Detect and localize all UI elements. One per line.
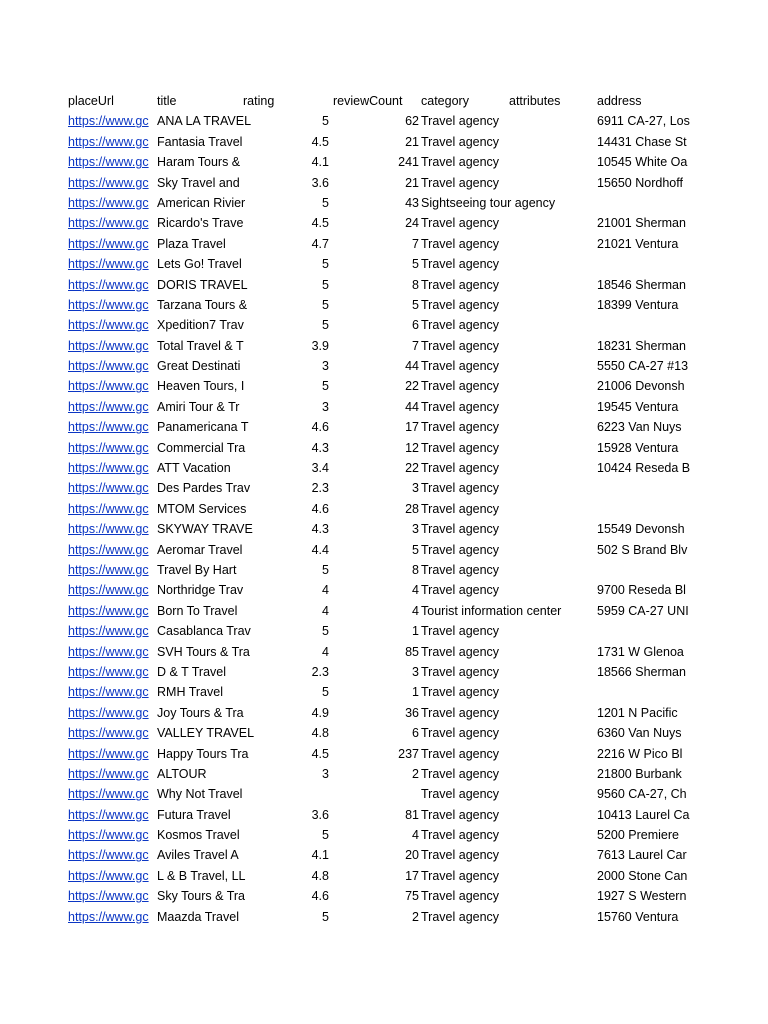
address-cell[interactable]: 1201 N Pacific xyxy=(597,705,678,720)
title-cell[interactable]: Why Not Travel xyxy=(157,787,243,802)
review-count-cell[interactable]: 7 xyxy=(412,236,419,251)
address-cell[interactable]: 9700 Reseda Bl xyxy=(597,583,686,598)
title-cell[interactable]: Commercial Tra xyxy=(157,440,246,455)
review-count-cell[interactable]: 237 xyxy=(398,746,419,761)
title-cell[interactable]: Plaza Travel xyxy=(157,236,226,251)
address-cell[interactable]: 7613 Laurel Car xyxy=(597,848,687,863)
address-cell[interactable] xyxy=(597,315,685,335)
table-row xyxy=(0,356,768,376)
category-cell[interactable]: Travel agency xyxy=(421,746,500,761)
title-cell[interactable]: Joy Tours & Tra xyxy=(157,705,244,720)
rating-cell[interactable]: 5 xyxy=(322,277,329,292)
rating-cell[interactable]: 4.4 xyxy=(311,542,329,557)
rating-cell[interactable]: 4.8 xyxy=(311,726,329,741)
rating-cell[interactable]: 3.9 xyxy=(311,338,329,353)
review-count-cell[interactable]: 17 xyxy=(405,420,419,435)
address-cell[interactable]: 10424 Reseda B xyxy=(597,461,691,476)
table-row xyxy=(0,132,768,152)
category-cell[interactable]: Travel agency xyxy=(421,562,500,577)
place-url-link[interactable]: https://www.gc xyxy=(68,705,149,720)
rating-cell[interactable]: 4 xyxy=(322,644,329,659)
place-url-link[interactable]: https://www.gc xyxy=(68,461,149,476)
category-cell[interactable]: Travel agency xyxy=(421,787,500,802)
rating-cell[interactable]: 3.6 xyxy=(311,807,329,822)
rating-cell[interactable]: 5 xyxy=(322,195,329,210)
address-cell[interactable]: 6911 CA-27, Los xyxy=(597,114,690,129)
review-count-cell[interactable]: 21 xyxy=(405,175,419,190)
rating-cell[interactable]: 5 xyxy=(322,318,329,333)
title-cell[interactable]: Des Pardes Trav xyxy=(157,481,251,496)
rating-cell[interactable]: 4.6 xyxy=(311,889,329,904)
title-cell[interactable]: Lets Go! Travel xyxy=(157,257,242,272)
table-row xyxy=(0,764,768,784)
address-cell[interactable]: 21800 Burbank xyxy=(597,766,682,781)
category-cell[interactable]: Travel agency xyxy=(421,685,500,700)
table-row xyxy=(0,682,768,702)
review-count-cell[interactable]: 75 xyxy=(405,889,419,904)
category-cell[interactable]: Travel agency xyxy=(421,481,500,496)
address-cell[interactable]: 10545 White Oa xyxy=(597,155,688,170)
category-cell[interactable]: Travel agency xyxy=(421,542,500,557)
table-row xyxy=(0,499,768,519)
address-cell[interactable]: 502 S Brand Blv xyxy=(597,542,688,557)
rating-cell[interactable]: 4.1 xyxy=(311,155,329,170)
table-row xyxy=(0,784,768,804)
address-cell[interactable]: 9560 CA-27, Ch xyxy=(597,787,687,802)
review-count-cell[interactable]: 20 xyxy=(405,848,419,863)
address-cell[interactable]: 15650 Nordhoff xyxy=(597,175,683,190)
rating-cell[interactable]: 4.5 xyxy=(311,746,329,761)
rating-cell[interactable]: 2.3 xyxy=(311,664,329,679)
table-row xyxy=(0,111,768,131)
review-count-cell[interactable]: 6 xyxy=(412,726,419,741)
title-cell[interactable]: Tarzana Tours & xyxy=(157,297,248,312)
place-url-link[interactable]: https://www.gc xyxy=(68,562,149,577)
place-url-link[interactable]: https://www.gc xyxy=(68,195,149,210)
table-row xyxy=(0,213,768,233)
address-cell[interactable] xyxy=(597,254,685,274)
place-url-link[interactable]: https://www.gc xyxy=(68,379,149,394)
table-row xyxy=(0,254,768,274)
review-count-cell[interactable]: 24 xyxy=(405,216,419,231)
header-category[interactable]: category xyxy=(421,94,469,108)
rating-cell[interactable]: 4.3 xyxy=(311,522,329,537)
title-cell[interactable]: Amiri Tour & Tr xyxy=(157,399,240,414)
title-cell[interactable]: Fantasia Travel xyxy=(157,134,243,149)
table-row xyxy=(0,173,768,193)
table-row xyxy=(0,662,768,682)
place-url-link[interactable]: https://www.gc xyxy=(68,909,149,924)
address-cell[interactable]: 18566 Sherman xyxy=(597,664,686,679)
address-cell[interactable]: 21021 Ventura xyxy=(597,236,679,251)
table-row xyxy=(0,417,768,437)
category-cell[interactable]: Travel agency xyxy=(421,501,500,516)
title-cell[interactable]: Aeromar Travel xyxy=(157,542,243,557)
place-url-link[interactable]: https://www.gc xyxy=(68,746,149,761)
title-cell[interactable]: Futura Travel xyxy=(157,807,231,822)
review-count-cell[interactable]: 22 xyxy=(405,461,419,476)
title-cell[interactable]: SVH Tours & Tra xyxy=(157,644,250,659)
table-row xyxy=(0,601,768,621)
place-url-link[interactable]: https://www.gc xyxy=(68,501,149,516)
review-count-cell[interactable]: 12 xyxy=(405,440,419,455)
address-cell[interactable] xyxy=(597,193,685,213)
category-cell[interactable]: Travel agency xyxy=(421,277,500,292)
category-cell[interactable]: Travel agency xyxy=(421,828,500,843)
category-cell[interactable]: Sightseeing tour agency xyxy=(421,195,556,210)
place-url-link[interactable]: https://www.gc xyxy=(68,664,149,679)
table-row xyxy=(0,315,768,335)
table-row xyxy=(0,560,768,580)
table-row xyxy=(0,580,768,600)
title-cell[interactable]: American Rivier xyxy=(157,195,246,210)
category-cell[interactable]: Tourist information center xyxy=(421,603,562,618)
table-row xyxy=(0,866,768,886)
title-cell[interactable]: Kosmos Travel xyxy=(157,828,240,843)
review-count-cell[interactable]: 5 xyxy=(412,542,419,557)
table-row xyxy=(0,438,768,458)
place-url-link[interactable]: https://www.gc xyxy=(68,766,149,781)
rating-cell[interactable]: 4 xyxy=(322,603,329,618)
header-row xyxy=(0,91,768,111)
title-cell[interactable]: RMH Travel xyxy=(157,685,223,700)
rating-cell[interactable]: 4.5 xyxy=(311,216,329,231)
table-row xyxy=(0,621,768,641)
address-cell[interactable] xyxy=(597,499,685,519)
address-cell[interactable]: 18546 Sherman xyxy=(597,277,686,292)
address-cell[interactable]: 15760 Ventura xyxy=(597,909,679,924)
place-url-link[interactable]: https://www.gc xyxy=(68,868,149,883)
title-cell[interactable]: Heaven Tours, I xyxy=(157,379,245,394)
place-url-link[interactable]: https://www.gc xyxy=(68,297,149,312)
address-cell[interactable]: 5550 CA-27 #13 xyxy=(597,359,689,374)
category-cell[interactable]: Travel agency xyxy=(421,216,500,231)
table-row xyxy=(0,805,768,825)
title-cell[interactable]: Aviles Travel A xyxy=(157,848,239,863)
review-count-cell[interactable]: 22 xyxy=(405,379,419,394)
review-count-cell[interactable]: 4 xyxy=(412,828,419,843)
title-cell[interactable]: Total Travel & T xyxy=(157,338,244,353)
title-cell[interactable]: DORIS TRAVEL xyxy=(157,277,248,292)
category-cell[interactable]: Travel agency xyxy=(421,297,500,312)
address-cell[interactable] xyxy=(597,560,685,580)
review-count-cell[interactable]: 2 xyxy=(412,909,419,924)
place-url-link[interactable]: https://www.gc xyxy=(68,420,149,435)
rating-cell[interactable]: 4.6 xyxy=(311,420,329,435)
rating-cell[interactable]: 4 xyxy=(322,583,329,598)
category-cell[interactable]: Travel agency xyxy=(421,318,500,333)
category-cell[interactable]: Travel agency xyxy=(421,461,500,476)
rating-cell[interactable]: 4.1 xyxy=(311,848,329,863)
category-cell[interactable]: Travel agency xyxy=(421,420,500,435)
rating-cell[interactable]: 5 xyxy=(322,685,329,700)
table-row xyxy=(0,376,768,396)
address-cell[interactable] xyxy=(597,478,685,498)
rating-cell[interactable]: 3 xyxy=(322,359,329,374)
category-cell[interactable]: Travel agency xyxy=(421,440,500,455)
address-cell[interactable] xyxy=(597,682,685,702)
address-cell[interactable]: 2000 Stone Can xyxy=(597,868,688,883)
category-cell[interactable]: Travel agency xyxy=(421,583,500,598)
rating-cell[interactable]: 2.3 xyxy=(311,481,329,496)
place-url-link[interactable]: https://www.gc xyxy=(68,155,149,170)
category-cell[interactable]: Travel agency xyxy=(421,399,500,414)
category-cell[interactable]: Travel agency xyxy=(421,236,500,251)
table-row xyxy=(0,907,768,927)
rating-cell[interactable]: 3 xyxy=(322,399,329,414)
category-cell[interactable]: Travel agency xyxy=(421,644,500,659)
place-url-link[interactable]: https://www.gc xyxy=(68,134,149,149)
category-cell[interactable]: Travel agency xyxy=(421,909,500,924)
rating-cell[interactable] xyxy=(243,784,329,804)
title-cell[interactable]: Haram Tours & xyxy=(157,155,241,170)
rating-cell[interactable]: 4.6 xyxy=(311,501,329,516)
review-count-cell[interactable]: 5 xyxy=(412,297,419,312)
title-cell[interactable]: MTOM Services xyxy=(157,501,247,516)
title-cell[interactable]: L & B Travel, LL xyxy=(157,868,246,883)
place-url-link[interactable]: https://www.gc xyxy=(68,114,149,129)
rating-cell[interactable]: 5 xyxy=(322,624,329,639)
place-url-link[interactable]: https://www.gc xyxy=(68,644,149,659)
category-cell[interactable]: Travel agency xyxy=(421,359,500,374)
address-cell[interactable]: 2216 W Pico Bl xyxy=(597,746,683,761)
table-row xyxy=(0,458,768,478)
rating-cell[interactable]: 5 xyxy=(322,257,329,272)
table-row xyxy=(0,234,768,254)
header-address[interactable]: address xyxy=(597,94,642,108)
place-url-link[interactable]: https://www.gc xyxy=(68,603,149,618)
title-cell[interactable]: ATT Vacation xyxy=(157,461,231,476)
address-cell[interactable]: 1731 W Glenoa xyxy=(597,644,684,659)
review-count-cell[interactable]: 44 xyxy=(405,399,419,414)
category-cell[interactable]: Travel agency xyxy=(421,705,500,720)
rating-cell[interactable]: 5 xyxy=(322,114,329,129)
place-url-link[interactable]: https://www.gc xyxy=(68,889,149,904)
title-cell[interactable]: Casablanca Trav xyxy=(157,624,251,639)
review-count-cell[interactable]: 81 xyxy=(405,807,419,822)
address-cell[interactable]: 5200 Premiere xyxy=(597,828,679,843)
category-cell[interactable]: Travel agency xyxy=(421,257,500,272)
category-cell[interactable]: Travel agency xyxy=(421,338,500,353)
address-cell[interactable]: 19545 Ventura xyxy=(597,399,679,414)
table-row xyxy=(0,275,768,295)
title-cell[interactable]: Panamericana T xyxy=(157,420,249,435)
review-count-cell[interactable]: 28 xyxy=(405,501,419,516)
table-row xyxy=(0,193,768,213)
spreadsheet xyxy=(0,91,768,927)
title-cell[interactable]: D & T Travel xyxy=(157,664,227,679)
review-count-cell[interactable]: 7 xyxy=(412,338,419,353)
place-url-link[interactable]: https://www.gc xyxy=(68,236,149,251)
rating-cell[interactable]: 4.8 xyxy=(311,868,329,883)
title-cell[interactable]: Great Destinati xyxy=(157,359,241,374)
title-cell[interactable]: SKYWAY TRAVE xyxy=(157,522,253,537)
table-row xyxy=(0,336,768,356)
category-cell[interactable]: Travel agency xyxy=(421,889,500,904)
place-url-link[interactable]: https://www.gc xyxy=(68,848,149,863)
table-row xyxy=(0,152,768,172)
place-url-link[interactable]: https://www.gc xyxy=(68,175,149,190)
place-url-link[interactable]: https://www.gc xyxy=(68,787,149,802)
title-cell[interactable]: Xpedition7 Trav xyxy=(157,318,244,333)
title-cell[interactable]: Sky Travel and xyxy=(157,175,240,190)
table-row xyxy=(0,744,768,764)
review-count-cell[interactable]: 1 xyxy=(412,685,419,700)
address-cell[interactable]: 1927 S Western xyxy=(597,889,687,904)
rating-cell[interactable]: 4.3 xyxy=(311,440,329,455)
title-cell[interactable]: Born To Travel xyxy=(157,603,238,618)
table-row xyxy=(0,642,768,662)
review-count-cell[interactable] xyxy=(333,784,419,804)
title-cell[interactable]: Happy Tours Tra xyxy=(157,746,249,761)
review-count-cell[interactable]: 43 xyxy=(405,195,419,210)
rating-cell[interactable]: 4.7 xyxy=(311,236,329,251)
category-cell[interactable]: Travel agency xyxy=(421,175,500,190)
address-cell[interactable]: 21001 Sherman xyxy=(597,216,686,231)
place-url-link[interactable]: https://www.gc xyxy=(68,828,149,843)
review-count-cell[interactable]: 6 xyxy=(412,318,419,333)
review-count-cell[interactable]: 4 xyxy=(412,583,419,598)
review-count-cell[interactable]: 21 xyxy=(405,134,419,149)
address-cell[interactable]: 5959 CA-27 UNI xyxy=(597,603,689,618)
address-cell[interactable]: 6360 Van Nuys xyxy=(597,726,682,741)
place-url-link[interactable]: https://www.gc xyxy=(68,481,149,496)
category-cell[interactable]: Travel agency xyxy=(421,522,500,537)
place-url-link[interactable]: https://www.gc xyxy=(68,399,149,414)
rating-cell[interactable]: 3.4 xyxy=(311,461,329,476)
rating-cell[interactable]: 3.6 xyxy=(311,175,329,190)
address-cell[interactable]: 18231 Sherman xyxy=(597,338,686,353)
table-row xyxy=(0,519,768,539)
address-cell[interactable]: 15928 Ventura xyxy=(597,440,679,455)
address-cell[interactable]: 18399 Ventura xyxy=(597,297,679,312)
category-cell[interactable]: Travel agency xyxy=(421,155,500,170)
review-count-cell[interactable]: 3 xyxy=(412,522,419,537)
review-count-cell[interactable]: 1 xyxy=(412,624,419,639)
place-url-link[interactable]: https://www.gc xyxy=(68,257,149,272)
title-cell[interactable]: Maazda Travel xyxy=(157,909,239,924)
review-count-cell[interactable]: 36 xyxy=(405,705,419,720)
table-row xyxy=(0,845,768,865)
review-count-cell[interactable]: 62 xyxy=(405,114,419,129)
place-url-link[interactable]: https://www.gc xyxy=(68,726,149,741)
header-reviewcount[interactable]: reviewCount xyxy=(333,94,403,108)
category-cell[interactable]: Travel agency xyxy=(421,868,500,883)
header-rating[interactable]: rating xyxy=(243,94,275,108)
category-cell[interactable]: Travel agency xyxy=(421,807,500,822)
address-cell[interactable] xyxy=(597,621,685,641)
place-url-link[interactable]: https://www.gc xyxy=(68,685,149,700)
title-cell[interactable]: VALLEY TRAVEL xyxy=(157,726,255,741)
address-cell[interactable]: 14431 Chase St xyxy=(597,134,687,149)
place-url-link[interactable]: https://www.gc xyxy=(68,338,149,353)
category-cell[interactable]: Travel agency xyxy=(421,379,500,394)
category-cell[interactable]: Travel agency xyxy=(421,766,500,781)
title-cell[interactable]: Sky Tours & Tra xyxy=(157,889,245,904)
category-cell[interactable]: Travel agency xyxy=(421,134,500,149)
table-row xyxy=(0,703,768,723)
table-row xyxy=(0,723,768,743)
place-url-link[interactable]: https://www.gc xyxy=(68,542,149,557)
review-count-cell[interactable]: 8 xyxy=(412,277,419,292)
title-cell[interactable]: ANA LA TRAVEL xyxy=(157,114,252,129)
place-url-link[interactable]: https://www.gc xyxy=(68,522,149,537)
table-row xyxy=(0,886,768,906)
category-cell[interactable]: Travel agency xyxy=(421,114,500,129)
table-row xyxy=(0,478,768,498)
category-cell[interactable]: Travel agency xyxy=(421,726,500,741)
category-cell[interactable]: Travel agency xyxy=(421,848,500,863)
table-body xyxy=(0,111,768,927)
review-count-cell[interactable]: 85 xyxy=(405,644,419,659)
place-url-link[interactable]: https://www.gc xyxy=(68,216,149,231)
place-url-link[interactable]: https://www.gc xyxy=(68,624,149,639)
header-attributes[interactable]: attributes xyxy=(509,94,561,108)
place-url-link[interactable]: https://www.gc xyxy=(68,807,149,822)
review-count-cell[interactable]: 44 xyxy=(405,359,419,374)
review-count-cell[interactable]: 3 xyxy=(412,481,419,496)
place-url-link[interactable]: https://www.gc xyxy=(68,277,149,292)
rating-cell[interactable]: 4.9 xyxy=(311,705,329,720)
header-title[interactable]: title xyxy=(157,94,177,108)
rating-cell[interactable]: 5 xyxy=(322,562,329,577)
header-placeurl[interactable]: placeUrl xyxy=(68,94,114,108)
table-row xyxy=(0,397,768,417)
place-url-link[interactable]: https://www.gc xyxy=(68,359,149,374)
review-count-cell[interactable]: 241 xyxy=(398,155,419,170)
rating-cell[interactable]: 5 xyxy=(322,828,329,843)
title-cell[interactable]: Northridge Trav xyxy=(157,583,244,598)
table-row xyxy=(0,540,768,560)
address-cell[interactable]: 15549 Devonsh xyxy=(597,522,685,537)
rating-cell[interactable]: 5 xyxy=(322,297,329,312)
address-cell[interactable]: 6223 Van Nuys xyxy=(597,420,682,435)
category-cell[interactable]: Travel agency xyxy=(421,624,500,639)
address-cell[interactable]: 21006 Devonsh xyxy=(597,379,685,394)
review-count-cell[interactable]: 8 xyxy=(412,562,419,577)
review-count-cell[interactable]: 17 xyxy=(405,868,419,883)
place-url-link[interactable]: https://www.gc xyxy=(68,583,149,598)
place-url-link[interactable]: https://www.gc xyxy=(68,440,149,455)
review-count-cell[interactable]: 5 xyxy=(412,257,419,272)
rating-cell[interactable]: 4.5 xyxy=(311,134,329,149)
rating-cell[interactable]: 5 xyxy=(322,379,329,394)
rating-cell[interactable]: 3 xyxy=(322,766,329,781)
title-cell[interactable]: Travel By Hart xyxy=(157,562,237,577)
title-cell[interactable]: Ricardo's Trave xyxy=(157,216,244,231)
table-row xyxy=(0,295,768,315)
address-cell[interactable]: 10413 Laurel Ca xyxy=(597,807,690,822)
review-count-cell[interactable]: 4 xyxy=(412,603,419,618)
category-cell[interactable]: Travel agency xyxy=(421,664,500,679)
rating-cell[interactable]: 5 xyxy=(322,909,329,924)
review-count-cell[interactable]: 2 xyxy=(412,766,419,781)
review-count-cell[interactable]: 3 xyxy=(412,664,419,679)
place-url-link[interactable]: https://www.gc xyxy=(68,318,149,333)
table-row xyxy=(0,825,768,845)
title-cell[interactable]: ALTOUR xyxy=(157,766,207,781)
